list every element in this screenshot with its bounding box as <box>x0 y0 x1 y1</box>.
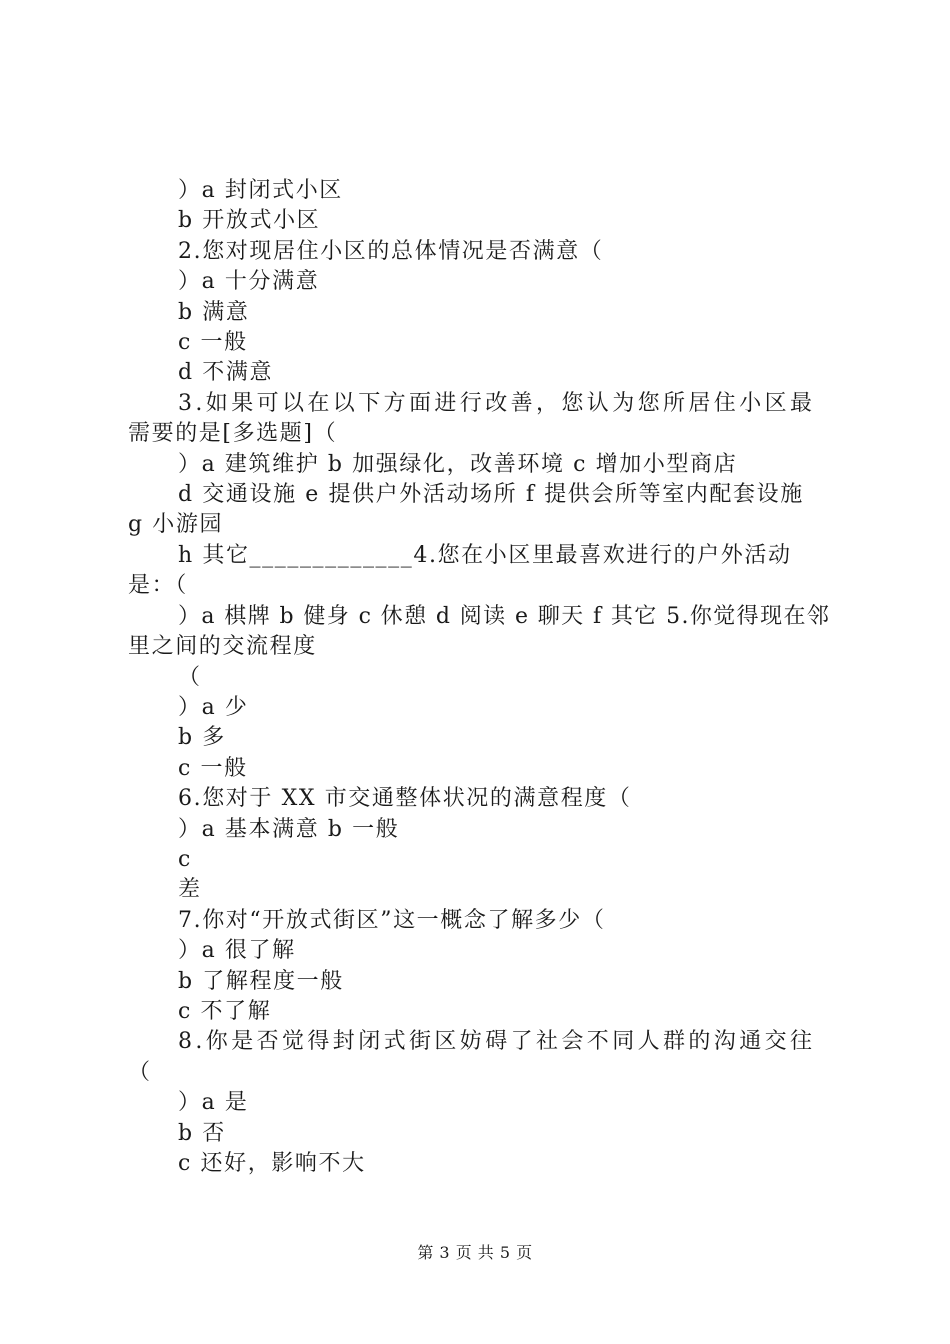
text-line: 是：（ <box>128 573 188 599</box>
text-line: h 其它_____________4.您在小区里最喜欢进行的户外活动 <box>178 542 792 568</box>
text-line: b 否 <box>178 1120 226 1146</box>
text-line: 里之间的交流程度 <box>128 634 317 660</box>
text-line: 需要的是[多选题]（ <box>128 421 338 447</box>
text-line: c 还好，影响不大 <box>178 1151 366 1176</box>
text-line: d 交通设施 e 提供户外活动场所 f 提供会所等室内配套设施 <box>178 482 804 508</box>
text-line: 3.如果可以在以下方面进行改善，您认为您所居住小区最 <box>178 390 816 416</box>
text-line: ）a 封闭式小区 <box>178 178 343 203</box>
text-line: b 多 <box>178 725 226 751</box>
text-line: 2.您对现居住小区的总体情况是否满意（ <box>178 238 604 264</box>
text-line: 差 <box>178 877 202 903</box>
text-line: （ <box>128 1059 152 1085</box>
text-line: g 小游园 <box>128 512 224 538</box>
text-line: ）a 基本满意 b 一般 <box>178 816 400 842</box>
text-line: ）a 少 <box>178 694 249 720</box>
text-line: c <box>178 846 192 872</box>
text-line: ）a 建筑维护 b 加强绿化，改善环境 c 增加小型商店 <box>178 451 738 477</box>
page-footer: 第 3 页 共 5 页 <box>417 1243 533 1262</box>
text-line: （ <box>178 664 202 690</box>
text-line: c 不了解 <box>178 998 272 1024</box>
text-line: d 不满意 <box>178 360 274 386</box>
text-line: ）a 棋牌 b 健身 c 休憩 d 阅读 e 聊天 f 其它 5.你觉得现在邻 <box>178 603 831 629</box>
text-line: ）a 十分满意 <box>178 269 320 295</box>
text-line: 8.你是否觉得封闭式街区妨碍了社会不同人群的沟通交往 <box>178 1029 816 1055</box>
text-line: ）a 很了解 <box>178 938 296 964</box>
text-line: 7.你对“开放式街区”这一概念了解多少（ <box>178 907 606 933</box>
text-line: b 满意 <box>178 299 250 325</box>
text-line: b 了解程度一般 <box>178 968 344 994</box>
text-line: c 一般 <box>178 755 248 781</box>
text-line: c 一般 <box>178 330 248 356</box>
text-line: b 开放式小区 <box>178 208 321 234</box>
document-body <box>128 176 832 1179</box>
text-line: ）a 是 <box>178 1090 249 1116</box>
text-line: 6.您对于 XX 市交通整体状况的满意程度（ <box>178 786 632 812</box>
